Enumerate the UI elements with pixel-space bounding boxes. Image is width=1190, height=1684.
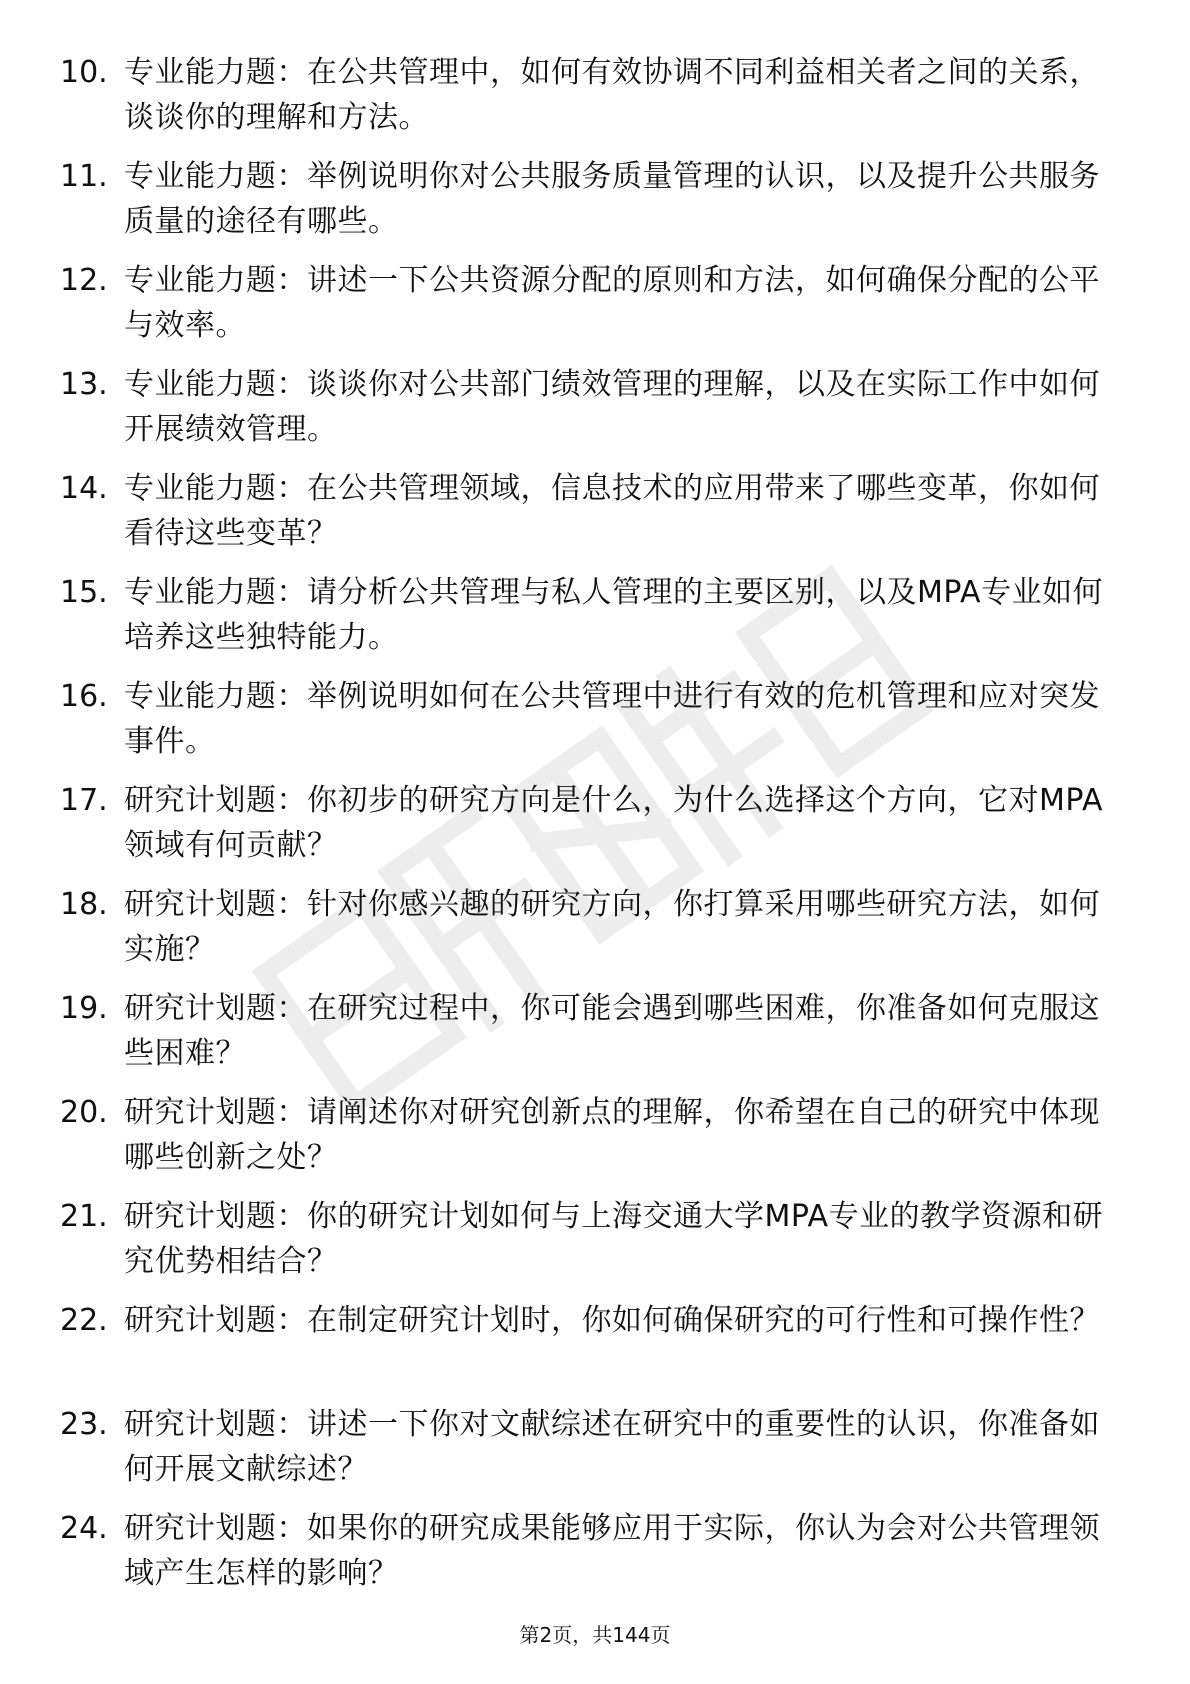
question-item bbox=[60, 1090, 1120, 1194]
question-text: 专业能力题：请分析公共管理与私人管理的主要区别，以及MPA专业如何培养这些独特能力。 bbox=[124, 575, 1104, 655]
question-number: 22. bbox=[60, 1303, 108, 1338]
question-number: 23. bbox=[60, 1407, 108, 1442]
question-text: 专业能力题：举例说明如何在公共管理中进行有效的危机管理和应对突发事件。 bbox=[124, 679, 1100, 759]
question-item bbox=[60, 1298, 1120, 1402]
question-text: 专业能力题：谈谈你对公共部门绩效管理的理解，以及在实际工作中如何开展绩效管理。 bbox=[124, 367, 1100, 447]
question-item bbox=[60, 778, 1120, 882]
question-text: 专业能力题：举例说明你对公共服务质量管理的认识，以及提升公共服务质量的途径有哪些。 bbox=[124, 159, 1100, 239]
question-text: 研究计划题：你的研究计划如何与上海交通大学MPA专业的教学资源和研究优势相结合？ bbox=[124, 1199, 1104, 1279]
question-item bbox=[60, 466, 1120, 570]
question-text: 研究计划题：如果你的研究成果能够应用于实际，你认为会对公共管理领域产生怎样的影响？ bbox=[124, 1511, 1100, 1591]
question-number: 14. bbox=[60, 471, 108, 506]
question-text: 研究计划题：讲述一下你对文献综述在研究中的重要性的认识，你准备如何开展文献综述？ bbox=[124, 1407, 1100, 1487]
question-item bbox=[60, 674, 1120, 778]
question-text: 研究计划题：请阐述你对研究创新点的理解，你希望在自己的研究中体现哪些创新之处？ bbox=[124, 1095, 1100, 1175]
question-number: 16. bbox=[60, 679, 108, 714]
question-list bbox=[60, 50, 1120, 1610]
question-number: 10. bbox=[60, 55, 108, 90]
question-item bbox=[60, 986, 1120, 1090]
question-item bbox=[60, 1194, 1120, 1298]
question-number: 17. bbox=[60, 783, 108, 818]
question-text: 研究计划题：在研究过程中，你可能会遇到哪些困难，你准备如何克服这些困难？ bbox=[124, 991, 1100, 1071]
question-text: 专业能力题：在公共管理领域，信息技术的应用带来了哪些变革，你如何看待这些变革？ bbox=[124, 471, 1100, 551]
question-item bbox=[60, 570, 1120, 674]
question-number: 18. bbox=[60, 887, 108, 922]
question-item bbox=[60, 882, 1120, 986]
question-number: 19. bbox=[60, 991, 108, 1026]
question-text: 专业能力题：在公共管理中，如何有效协调不同利益相关者之间的关系，谈谈你的理解和方法。 bbox=[124, 55, 1100, 135]
question-number: 13. bbox=[60, 367, 108, 402]
question-number: 12. bbox=[60, 263, 108, 298]
question-item bbox=[60, 362, 1120, 466]
question-item bbox=[60, 1506, 1120, 1610]
question-number: 24. bbox=[60, 1511, 108, 1546]
page-footer: 第2页，共144页 bbox=[519, 1623, 671, 1647]
question-number: 21. bbox=[60, 1199, 108, 1234]
question-item bbox=[60, 154, 1120, 258]
question-item bbox=[60, 50, 1120, 154]
question-number: 20. bbox=[60, 1095, 108, 1130]
question-text: 研究计划题：针对你感兴趣的研究方向，你打算采用哪些研究方法，如何实施？ bbox=[124, 887, 1100, 967]
question-number: 11. bbox=[60, 159, 108, 194]
question-item bbox=[60, 1402, 1120, 1506]
question-number: 15. bbox=[60, 575, 108, 610]
question-text: 专业能力题：讲述一下公共资源分配的原则和方法，如何确保分配的公平与效率。 bbox=[124, 263, 1100, 343]
question-text: 研究计划题：你初步的研究方向是什么，为什么选择这个方向，它对MPA领域有何贡献？ bbox=[124, 783, 1104, 863]
question-text: 研究计划题：在制定研究计划时，你如何确保研究的可行性和可操作性？ bbox=[124, 1303, 1100, 1338]
question-item bbox=[60, 258, 1120, 362]
